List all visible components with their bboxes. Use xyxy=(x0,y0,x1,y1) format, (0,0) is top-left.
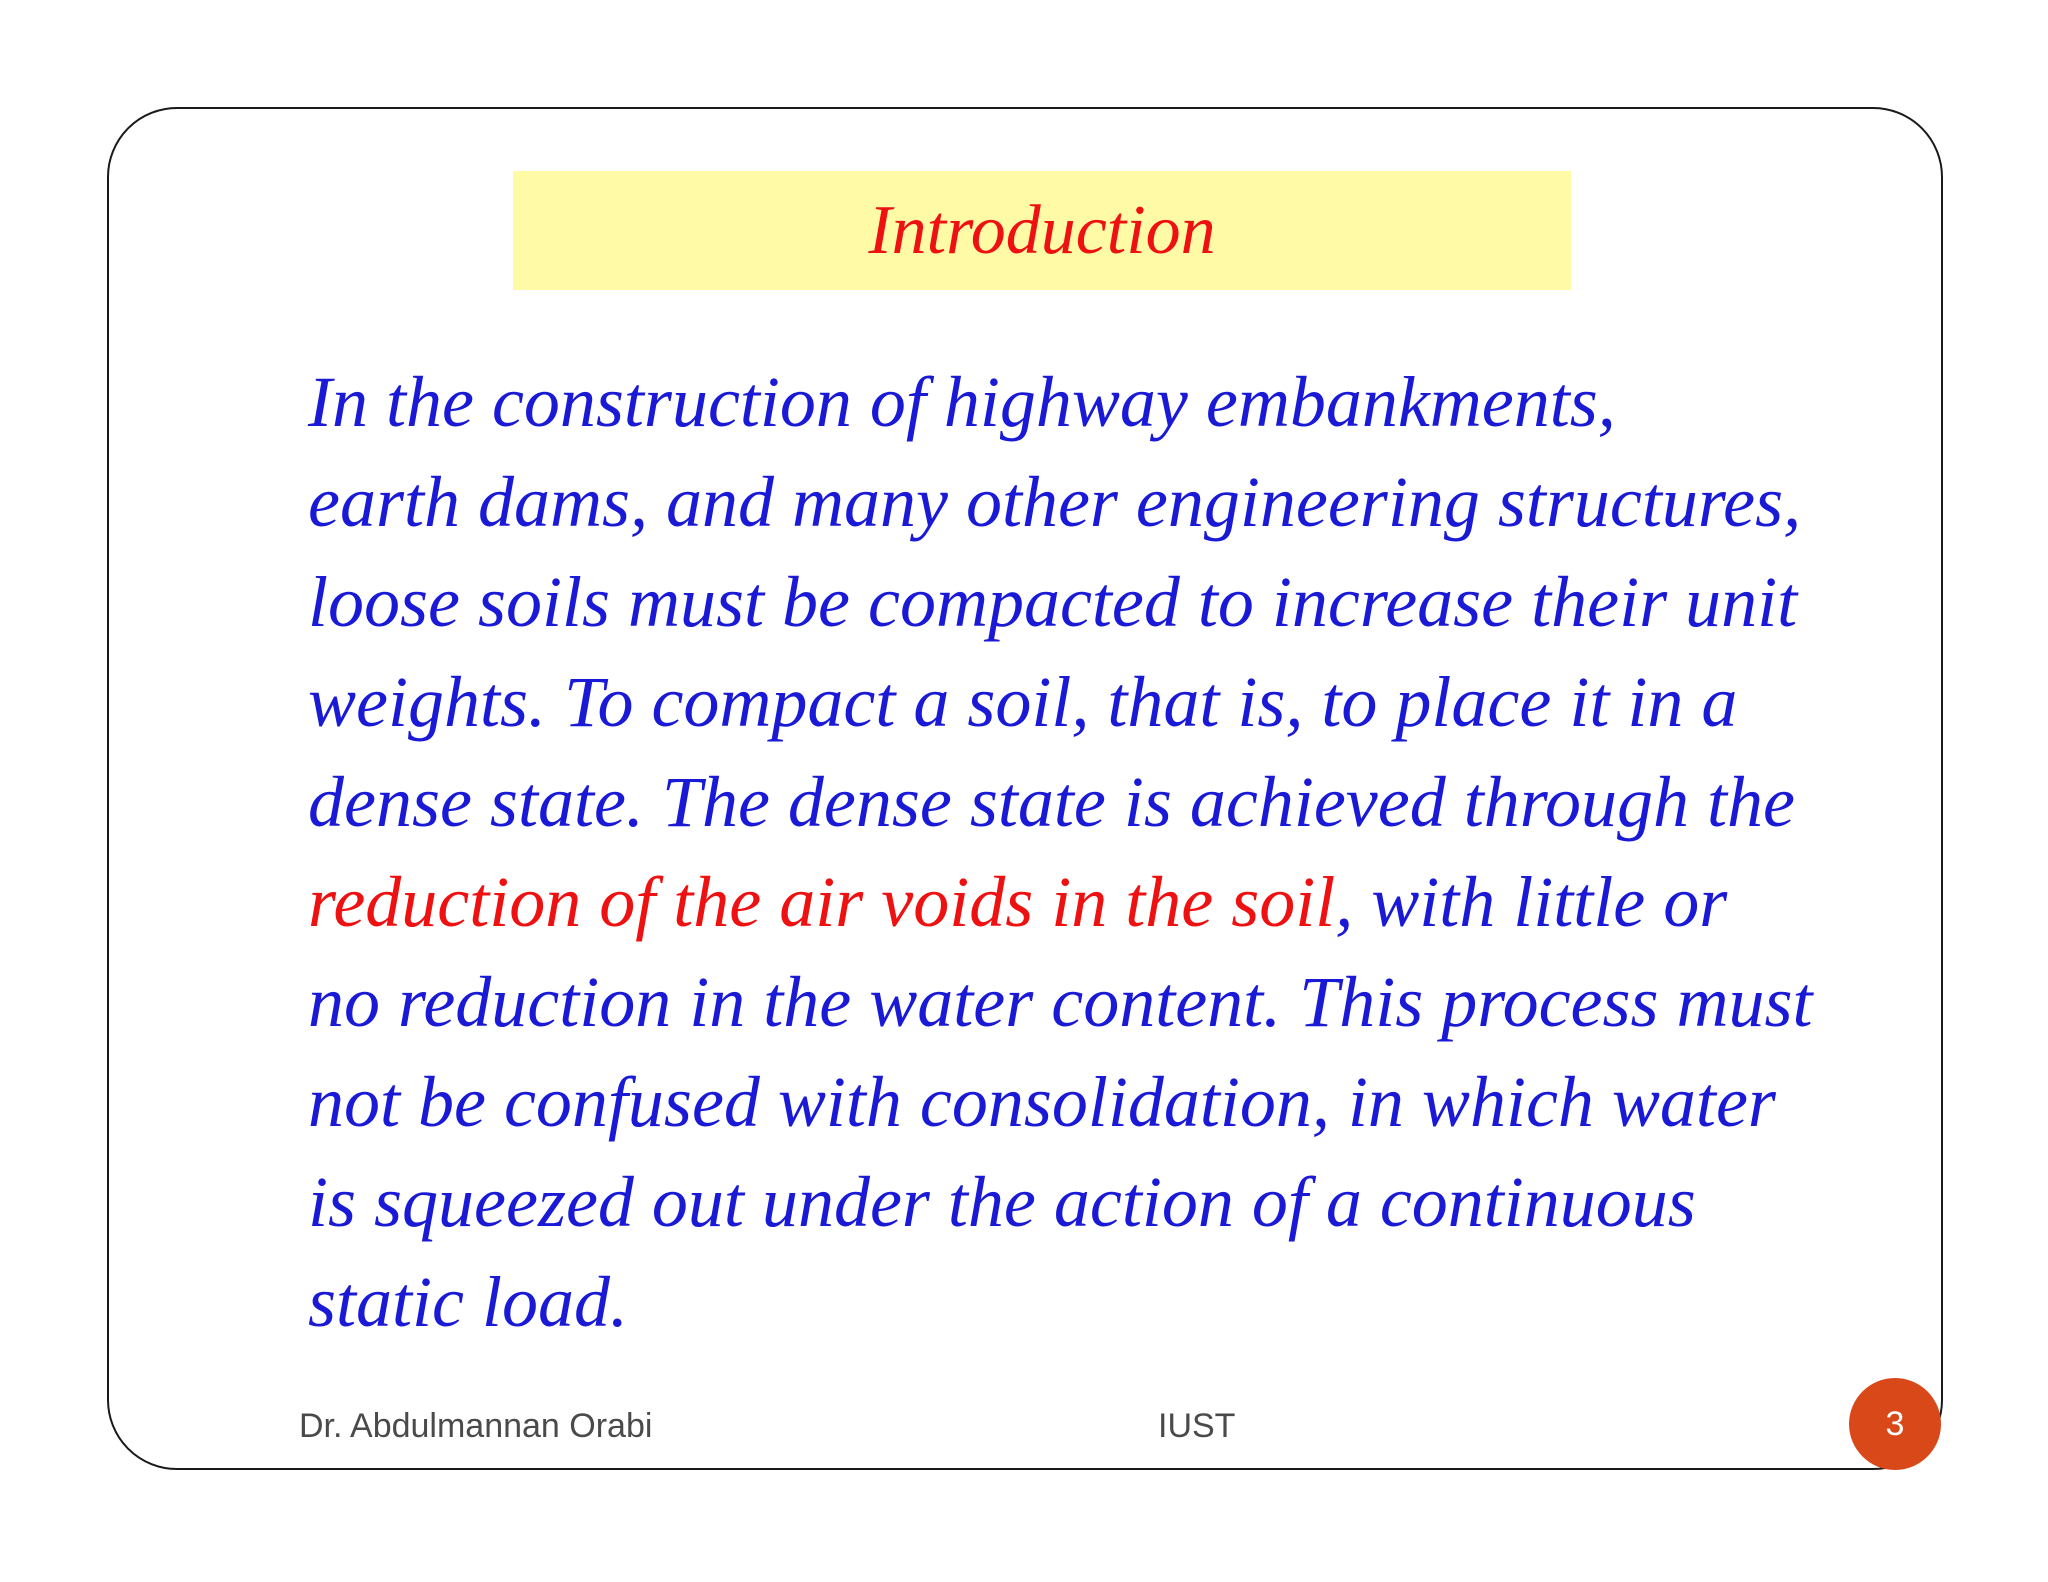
body-line-5: dense state. The dense state is achieved through the xyxy=(308,762,1796,842)
highlighted-phrase: reduction of the air voids in the soil xyxy=(308,862,1336,942)
footer-author: Dr. Abdulmannan Orabi xyxy=(299,1407,653,1445)
title-banner xyxy=(513,171,1571,290)
body-line-10: static load. xyxy=(308,1262,628,1342)
body-line-9: is squeezed out under the action of a continuous xyxy=(308,1162,1696,1242)
body-line-1: In the construction of highway embankments, xyxy=(308,362,1616,442)
body-line-2: earth dams, and many other engineering structures, xyxy=(308,462,1802,542)
body-line-6 xyxy=(308,852,1928,952)
body-line-4: weights. To compact a soil, that is, to place it in a xyxy=(308,662,1738,742)
page-number-badge xyxy=(1849,1378,1941,1470)
body-line-3: loose soils must be compacted to increase their unit xyxy=(308,562,1798,642)
page-number: 3 xyxy=(1885,1404,1905,1443)
footer-organization: IUST xyxy=(1158,1407,1236,1445)
slide-body-text xyxy=(308,352,1928,1352)
body-line-7: no reduction in the water content. This process must xyxy=(308,962,1813,1042)
body-line-8: not be confused with consolidation, in which water xyxy=(308,1062,1776,1142)
body-line-6-rest: , with little or xyxy=(1335,862,1728,942)
slide-title: Introduction xyxy=(868,191,1216,269)
